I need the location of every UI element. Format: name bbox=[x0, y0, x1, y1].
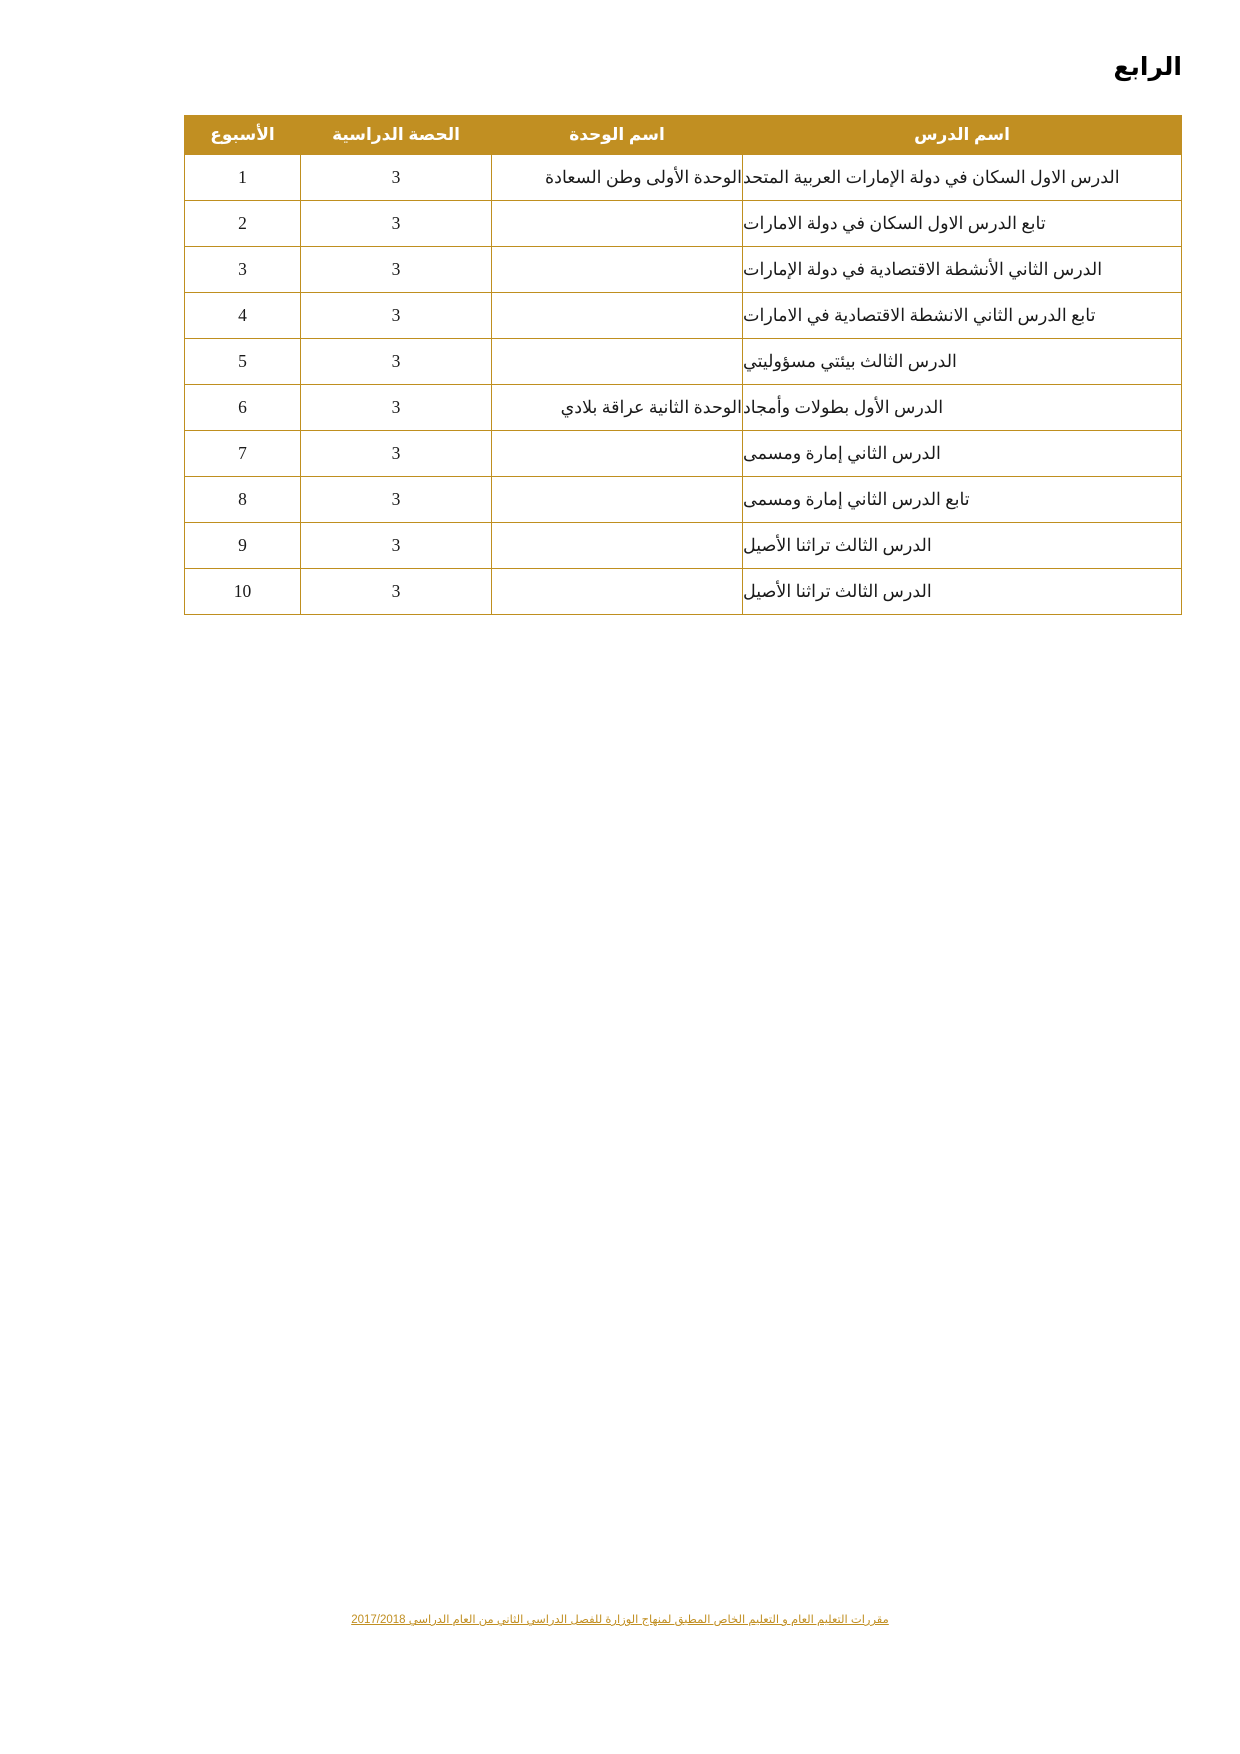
cell-period: 3 bbox=[301, 569, 492, 615]
cell-period: 3 bbox=[301, 477, 492, 523]
table-row bbox=[185, 523, 1182, 569]
cell-period: 3 bbox=[301, 385, 492, 431]
cell-week: 4 bbox=[185, 293, 301, 339]
cell-week: 2 bbox=[185, 201, 301, 247]
cell-lesson: الدرس الثاني الأنشطة الاقتصادية في دولة الإمارات bbox=[743, 247, 1182, 293]
cell-period: 3 bbox=[301, 523, 492, 569]
cell-lesson: الدرس الأول بطولات وأمجاد bbox=[743, 385, 1182, 431]
table-row bbox=[185, 339, 1182, 385]
table-row bbox=[185, 201, 1182, 247]
cell-lesson: تابع الدرس الثاني إمارة ومسمى bbox=[743, 477, 1182, 523]
cell-week: 5 bbox=[185, 339, 301, 385]
cell-lesson: الدرس الثالث بيئتي مسؤوليتي bbox=[743, 339, 1182, 385]
cell-lesson: الدرس الثالث تراثنا الأصيل bbox=[743, 569, 1182, 615]
footer-note: مقررات التعليم العام و التعليم الخاص المطبق لمنهاج الوزارة للفصل الدراسي الثاني من العام الدراسي 2017/2018 bbox=[351, 1614, 889, 1626]
table-header bbox=[185, 116, 1182, 155]
cell-lesson: الدرس الثاني إمارة ومسمى bbox=[743, 431, 1182, 477]
table-row bbox=[185, 155, 1182, 201]
cell-period: 3 bbox=[301, 247, 492, 293]
cell-week: 7 bbox=[185, 431, 301, 477]
cell-week: 10 bbox=[185, 569, 301, 615]
cell-unit bbox=[492, 477, 743, 523]
column-header-unit: اسم الوحدة bbox=[492, 116, 743, 155]
table-row bbox=[185, 247, 1182, 293]
column-header-lesson: اسم الدرس bbox=[743, 116, 1182, 155]
table-body bbox=[185, 155, 1182, 615]
cell-unit bbox=[492, 247, 743, 293]
table-row bbox=[185, 431, 1182, 477]
cell-unit bbox=[492, 523, 743, 569]
column-header-week: الأسبوع bbox=[185, 116, 301, 155]
cell-lesson: الدرس الاول السكان في دولة الإمارات العربية المتحد bbox=[743, 155, 1182, 201]
cell-week: 1 bbox=[185, 155, 301, 201]
page-title: الرابع bbox=[1113, 53, 1182, 81]
column-header-period: الحصة الدراسية bbox=[301, 116, 492, 155]
cell-unit bbox=[492, 431, 743, 477]
cell-unit bbox=[492, 293, 743, 339]
table-row bbox=[185, 569, 1182, 615]
table-header-row bbox=[185, 116, 1182, 155]
cell-period: 3 bbox=[301, 339, 492, 385]
cell-unit bbox=[492, 569, 743, 615]
cell-lesson: تابع الدرس الثاني الانشطة الاقتصادية في الامارات bbox=[743, 293, 1182, 339]
curriculum-schedule-table bbox=[184, 115, 1182, 615]
cell-unit: الوحدة الأولى وطن السعادة bbox=[492, 155, 743, 201]
cell-week: 6 bbox=[185, 385, 301, 431]
cell-period: 3 bbox=[301, 431, 492, 477]
cell-period: 3 bbox=[301, 201, 492, 247]
table-row bbox=[185, 385, 1182, 431]
table-row bbox=[185, 477, 1182, 523]
cell-week: 8 bbox=[185, 477, 301, 523]
cell-unit bbox=[492, 339, 743, 385]
cell-lesson: تابع الدرس الاول السكان في دولة الامارات bbox=[743, 201, 1182, 247]
cell-period: 3 bbox=[301, 155, 492, 201]
cell-unit: الوحدة الثانية عراقة بلادي bbox=[492, 385, 743, 431]
cell-period: 3 bbox=[301, 293, 492, 339]
cell-week: 9 bbox=[185, 523, 301, 569]
cell-lesson: الدرس الثالث تراثنا الأصيل bbox=[743, 523, 1182, 569]
table-row bbox=[185, 293, 1182, 339]
cell-week: 3 bbox=[185, 247, 301, 293]
cell-unit bbox=[492, 201, 743, 247]
